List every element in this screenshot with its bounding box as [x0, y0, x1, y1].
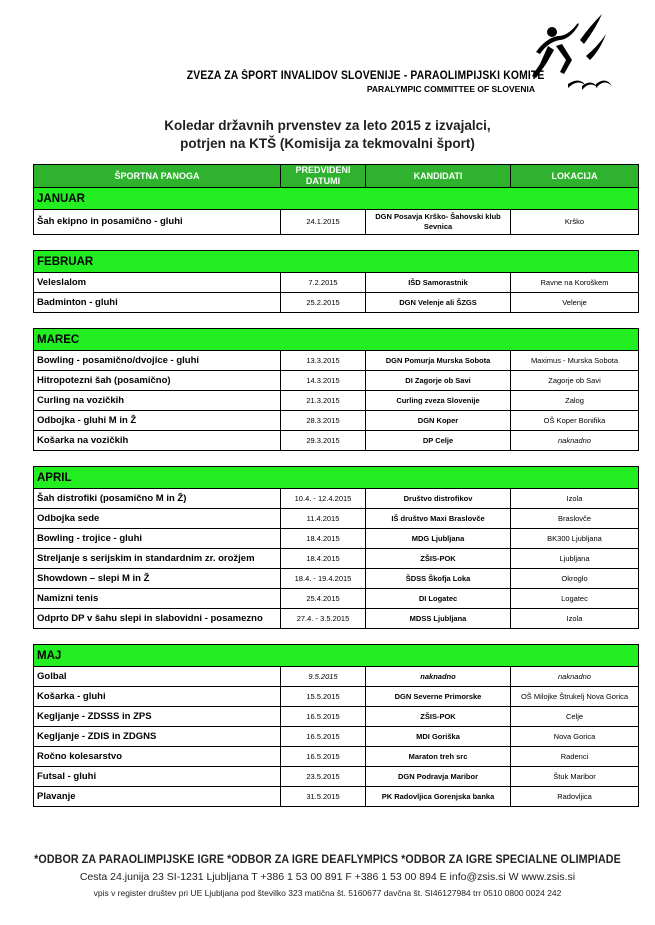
month-row-februar	[34, 251, 639, 273]
table-row	[34, 293, 639, 313]
spacer-cell	[34, 451, 639, 467]
table-row	[34, 747, 639, 767]
table-row	[34, 569, 639, 589]
table-row	[34, 609, 639, 629]
month-label: JANUAR	[34, 188, 639, 210]
location-cell: Celje	[511, 707, 639, 727]
document-title-line2: potrjen na KTŠ (Komisija za tekmovalni šport)	[180, 136, 475, 151]
sport-cell: Curling na vozičkih	[34, 391, 281, 411]
month-spacer-row	[34, 629, 639, 645]
date-cell: 18.4.2015	[281, 529, 366, 549]
date-cell: 11.4.2015	[281, 509, 366, 529]
sport-cell: Golbal	[34, 667, 281, 687]
location-cell: Ravne na Koroškem	[511, 273, 639, 293]
candidate-cell: MDI Goriška	[366, 727, 511, 747]
month-label: FEBRUAR	[34, 251, 639, 273]
location-cell: OŠ Milojke Štrukelj Nova Gorica	[511, 687, 639, 707]
candidate-cell: DGN Podravja Maribor	[366, 767, 511, 787]
location-cell: BK300 Ljubljana	[511, 529, 639, 549]
column-header-dates: PREDVIDENI DATUMI	[281, 165, 366, 188]
candidate-cell: PK Radovljica Gorenjska banka	[366, 787, 511, 807]
location-cell: Okroglo	[511, 569, 639, 589]
sport-cell: Showdown – slepi M in Ž	[34, 569, 281, 589]
candidate-cell: DGN Velenje ali ŠZGS	[366, 293, 511, 313]
location-cell: naknadno	[511, 431, 639, 451]
date-cell: 10.4. - 12.4.2015	[281, 489, 366, 509]
sport-cell: Odprto DP v šahu slepi in slabovidni - posamezno	[34, 609, 281, 629]
table-row	[34, 509, 639, 529]
sport-cell: Bowling - trojice - gluhi	[34, 529, 281, 549]
table-row	[34, 273, 639, 293]
table-row	[34, 767, 639, 787]
location-cell: Braslovče	[511, 509, 639, 529]
date-cell: 21.3.2015	[281, 391, 366, 411]
location-cell: Zagorje ob Savi	[511, 371, 639, 391]
date-cell: 27.4. - 3.5.2015	[281, 609, 366, 629]
location-cell: Nova Gorica	[511, 727, 639, 747]
table-row	[34, 431, 639, 451]
candidate-cell: DP Celje	[366, 431, 511, 451]
date-cell: 9.5.2015	[281, 667, 366, 687]
location-cell: OŠ Koper Bonifika	[511, 411, 639, 431]
sport-cell: Bowling - posamično/dvojice - gluhi	[34, 351, 281, 371]
location-cell: Logatec	[511, 589, 639, 609]
date-cell: 31.5.2015	[281, 787, 366, 807]
month-spacer-row	[34, 313, 639, 329]
document-title-line1: Koledar državnih prvenstev za leto 2015 z izvajalci,	[164, 118, 491, 133]
date-cell: 23.5.2015	[281, 767, 366, 787]
org-name-en: PARALYMPIC COMMITTEE OF SLOVENIA	[366, 84, 535, 94]
table-row	[34, 667, 639, 687]
candidate-cell: MDSS Ljubljana	[366, 609, 511, 629]
date-cell: 18.4. - 19.4.2015	[281, 569, 366, 589]
candidate-cell: ZŠIS-POK	[366, 549, 511, 569]
location-cell: Radenci	[511, 747, 639, 767]
column-header-candidates: KANDIDATI	[366, 165, 511, 188]
footer-contact: Cesta 24.junija 23 SI-1231 Ljubljana T +386 1 53 00 891 F +386 1 53 00 894 E info@zsis.si W www.zsis.si	[79, 871, 576, 883]
table-row	[34, 707, 639, 727]
sport-cell: Streljanje s serijskim in standardnim zr. orožjem	[34, 549, 281, 569]
table-row	[34, 549, 639, 569]
month-spacer-row	[34, 451, 639, 467]
candidate-cell: IŠ društvo Maxi Braslovče	[366, 509, 511, 529]
table-header-row	[34, 165, 639, 188]
sport-cell: Šah distrofiki (posamično M in Ž)	[34, 489, 281, 509]
location-cell: Velenje	[511, 293, 639, 313]
month-label: APRIL	[34, 467, 639, 489]
table-row	[34, 787, 639, 807]
location-cell: Zalog	[511, 391, 639, 411]
date-cell: 16.5.2015	[281, 727, 366, 747]
month-label: MAREC	[34, 329, 639, 351]
location-cell: Ljubljana	[511, 549, 639, 569]
spacer-cell	[34, 313, 639, 329]
location-cell: naknadno	[511, 667, 639, 687]
footer-committees: *ODBOR ZA PARAOLIMPIJSKE IGRE *ODBOR ZA IGRE DEAFLYMPICS *ODBOR ZA IGRE SPECIALNE OLIMPIADE	[34, 854, 621, 866]
date-cell: 16.5.2015	[281, 747, 366, 767]
month-row-marec	[34, 329, 639, 351]
candidate-cell: IŠD Samorastnik	[366, 273, 511, 293]
footer-registration: vpis v register društev pri UE Ljubljana pod številko 323 matična št. 5160677 davčna št. SI46127984 trr 0510 0800 0024 242	[93, 888, 562, 898]
table-row	[34, 489, 639, 509]
location-cell: Izola	[511, 489, 639, 509]
sport-cell: Kegljanje - ZDSSS in ZPS	[34, 707, 281, 727]
sport-cell: Košarka - gluhi	[34, 687, 281, 707]
location-cell: Krško	[511, 210, 639, 235]
sport-cell: Odbojka - gluhi M in Ž	[34, 411, 281, 431]
sport-cell: Badminton - gluhi	[34, 293, 281, 313]
spacer-cell	[34, 629, 639, 645]
candidate-cell: MDG Ljubljana	[366, 529, 511, 549]
sport-cell: Hitropotezni šah (posamično)	[34, 371, 281, 391]
sport-cell: Ročno kolesarstvo	[34, 747, 281, 767]
candidate-cell: DGN Koper	[366, 411, 511, 431]
date-cell: 14.3.2015	[281, 371, 366, 391]
date-cell: 16.5.2015	[281, 707, 366, 727]
location-cell: Radovljica	[511, 787, 639, 807]
table-row	[34, 411, 639, 431]
date-cell: 28.3.2015	[281, 411, 366, 431]
date-cell: 25.4.2015	[281, 589, 366, 609]
date-cell: 15.5.2015	[281, 687, 366, 707]
candidate-cell: ŠDSS Škofja Loka	[366, 569, 511, 589]
date-cell: 18.4.2015	[281, 549, 366, 569]
candidate-cell: ZŠIS-POK	[366, 707, 511, 727]
date-cell: 29.3.2015	[281, 431, 366, 451]
championship-calendar-table	[33, 164, 639, 807]
candidate-cell: Curling zveza Slovenije	[366, 391, 511, 411]
sport-cell: Kegljanje - ZDIS in ZDGNS	[34, 727, 281, 747]
date-cell: 25.2.2015	[281, 293, 366, 313]
candidate-cell: Maraton treh src	[366, 747, 511, 767]
sport-cell: Veleslalom	[34, 273, 281, 293]
candidate-cell: Društvo distrofikov	[366, 489, 511, 509]
month-spacer-row	[34, 235, 639, 251]
month-row-april	[34, 467, 639, 489]
candidate-cell: DGN Severne Primorske	[366, 687, 511, 707]
month-label: MAJ	[34, 645, 639, 667]
candidate-cell: DGN Pomurja Murska Sobota	[366, 351, 511, 371]
month-row-januar	[34, 188, 639, 210]
location-cell: Maximus - Murska Sobota	[511, 351, 639, 371]
table-row	[34, 371, 639, 391]
sport-cell: Odbojka sede	[34, 509, 281, 529]
letterhead	[0, 0, 655, 100]
date-cell: 13.3.2015	[281, 351, 366, 371]
location-cell: Izola	[511, 609, 639, 629]
table-row	[34, 727, 639, 747]
table-row	[34, 210, 639, 235]
sport-cell: Namizni tenis	[34, 589, 281, 609]
date-cell: 7.2.2015	[281, 273, 366, 293]
table-row	[34, 589, 639, 609]
column-header-location: LOKACIJA	[511, 165, 639, 188]
candidate-cell: DI Logatec	[366, 589, 511, 609]
table-body	[34, 188, 639, 807]
org-name: ZVEZA ZA ŠPORT INVALIDOV SLOVENIJE - PARAOLIMPIJSKI KOMITE	[187, 70, 545, 82]
table-row	[34, 391, 639, 411]
table-row	[34, 351, 639, 371]
table-row	[34, 529, 639, 549]
table-row	[34, 687, 639, 707]
candidate-cell: DI Zagorje ob Savi	[366, 371, 511, 391]
sport-cell: Plavanje	[34, 787, 281, 807]
date-cell: 24.1.2015	[281, 210, 366, 235]
spacer-cell	[34, 235, 639, 251]
column-header-sport: ŠPORTNA PANOGA	[34, 165, 281, 188]
sport-cell: Košarka na vozičkih	[34, 431, 281, 451]
candidate-cell: naknadno	[366, 667, 511, 687]
paralympic-athlete-logo-icon	[520, 6, 620, 101]
sport-cell: Šah ekipno in posamično - gluhi	[34, 210, 281, 235]
sport-cell: Futsal - gluhi	[34, 767, 281, 787]
location-cell: Štuk Maribor	[511, 767, 639, 787]
month-row-maj	[34, 645, 639, 667]
candidate-cell: DGN Posavja Krško- Šahovski klub Sevnica	[366, 210, 511, 235]
